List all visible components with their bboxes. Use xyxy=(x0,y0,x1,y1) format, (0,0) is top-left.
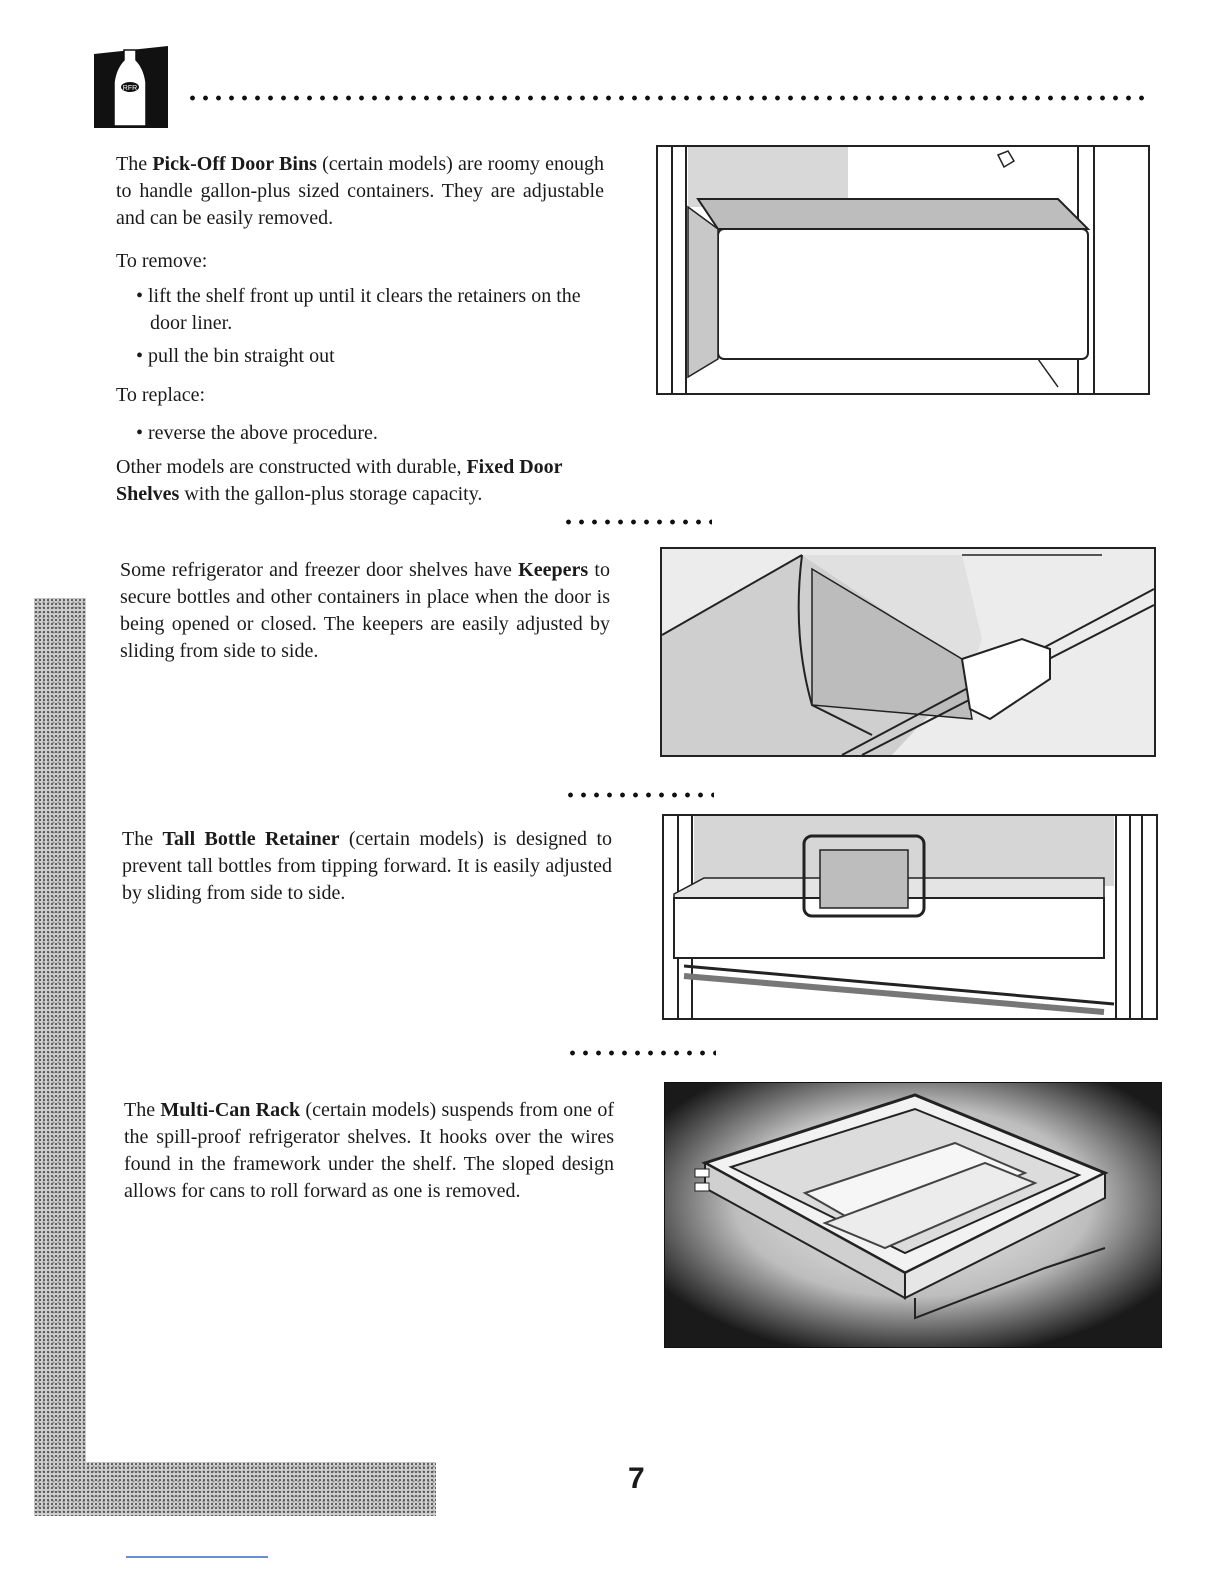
tall-bottle-retainer-paragraph: The Tall Bottle Retainer (certain models) is designed to prevent tall bottles from tipping forward. It is easily adjusted by sliding from side to side. xyxy=(122,828,613,904)
page-number: 7 xyxy=(628,1462,645,1495)
replace-step: • reverse the above procedure. xyxy=(136,422,378,444)
fixed-shelves-paragraph: Other models are constructed with durable, Fixed Door Shelves with the gallon-plus storage capacity. xyxy=(116,456,563,505)
keepers-term: Keepers xyxy=(518,559,589,581)
pick-off-door-bin-illustration xyxy=(656,145,1150,395)
keepers-paragraph: Some refrigerator and freezer door shelves have Keepers to secure bottles and other containers in place when the door is being opened or closed. The keepers are easily adjusted by sliding from side to side. xyxy=(120,559,610,662)
remove-step: • pull the bin straight out xyxy=(136,345,335,367)
multi-can-rack-paragraph: The Multi-Can Rack (certain models) suspends from one of the spill-proof refrigerator shelves. It hooks over the wires found in the framework under the shelf. The sloped design allows for cans to roll forward as one is removed. xyxy=(124,1099,614,1202)
section-divider xyxy=(564,792,714,798)
tall-bottle-retainer-illustration xyxy=(662,814,1158,1020)
logo-badge: RFR xyxy=(122,85,138,92)
pick-off-bins-paragraph: The Pick-Off Door Bins (certain models) are roomy enough to handle gallon-plus sized containers. They are adjustable and can be easily removed. xyxy=(116,153,604,229)
refrigerator-bottle-icon xyxy=(94,46,168,128)
header-logo xyxy=(94,46,168,128)
pick-off-bins-term: Pick-Off Door Bins xyxy=(152,153,317,175)
header-dotted-rule xyxy=(186,95,1148,101)
replace-heading: To replace: xyxy=(116,384,206,406)
fixed-shelves-term: Fixed Door Shelves xyxy=(116,456,563,505)
multi-can-rack-term: Multi-Can Rack xyxy=(160,1099,301,1121)
remove-heading: To remove: xyxy=(116,250,208,272)
door-shelf-keeper-illustration xyxy=(660,547,1156,757)
tall-bottle-retainer-term: Tall Bottle Retainer xyxy=(162,828,340,850)
footer-stipple-bar xyxy=(34,1462,436,1516)
margin-stipple-bar xyxy=(34,598,86,1516)
multi-can-rack-illustration xyxy=(664,1082,1162,1348)
footer-rule xyxy=(126,1556,268,1558)
section-divider xyxy=(562,519,712,525)
section-divider xyxy=(566,1050,716,1056)
remove-step: • lift the shelf front up until it clears the retainers on the door liner. xyxy=(136,285,581,334)
